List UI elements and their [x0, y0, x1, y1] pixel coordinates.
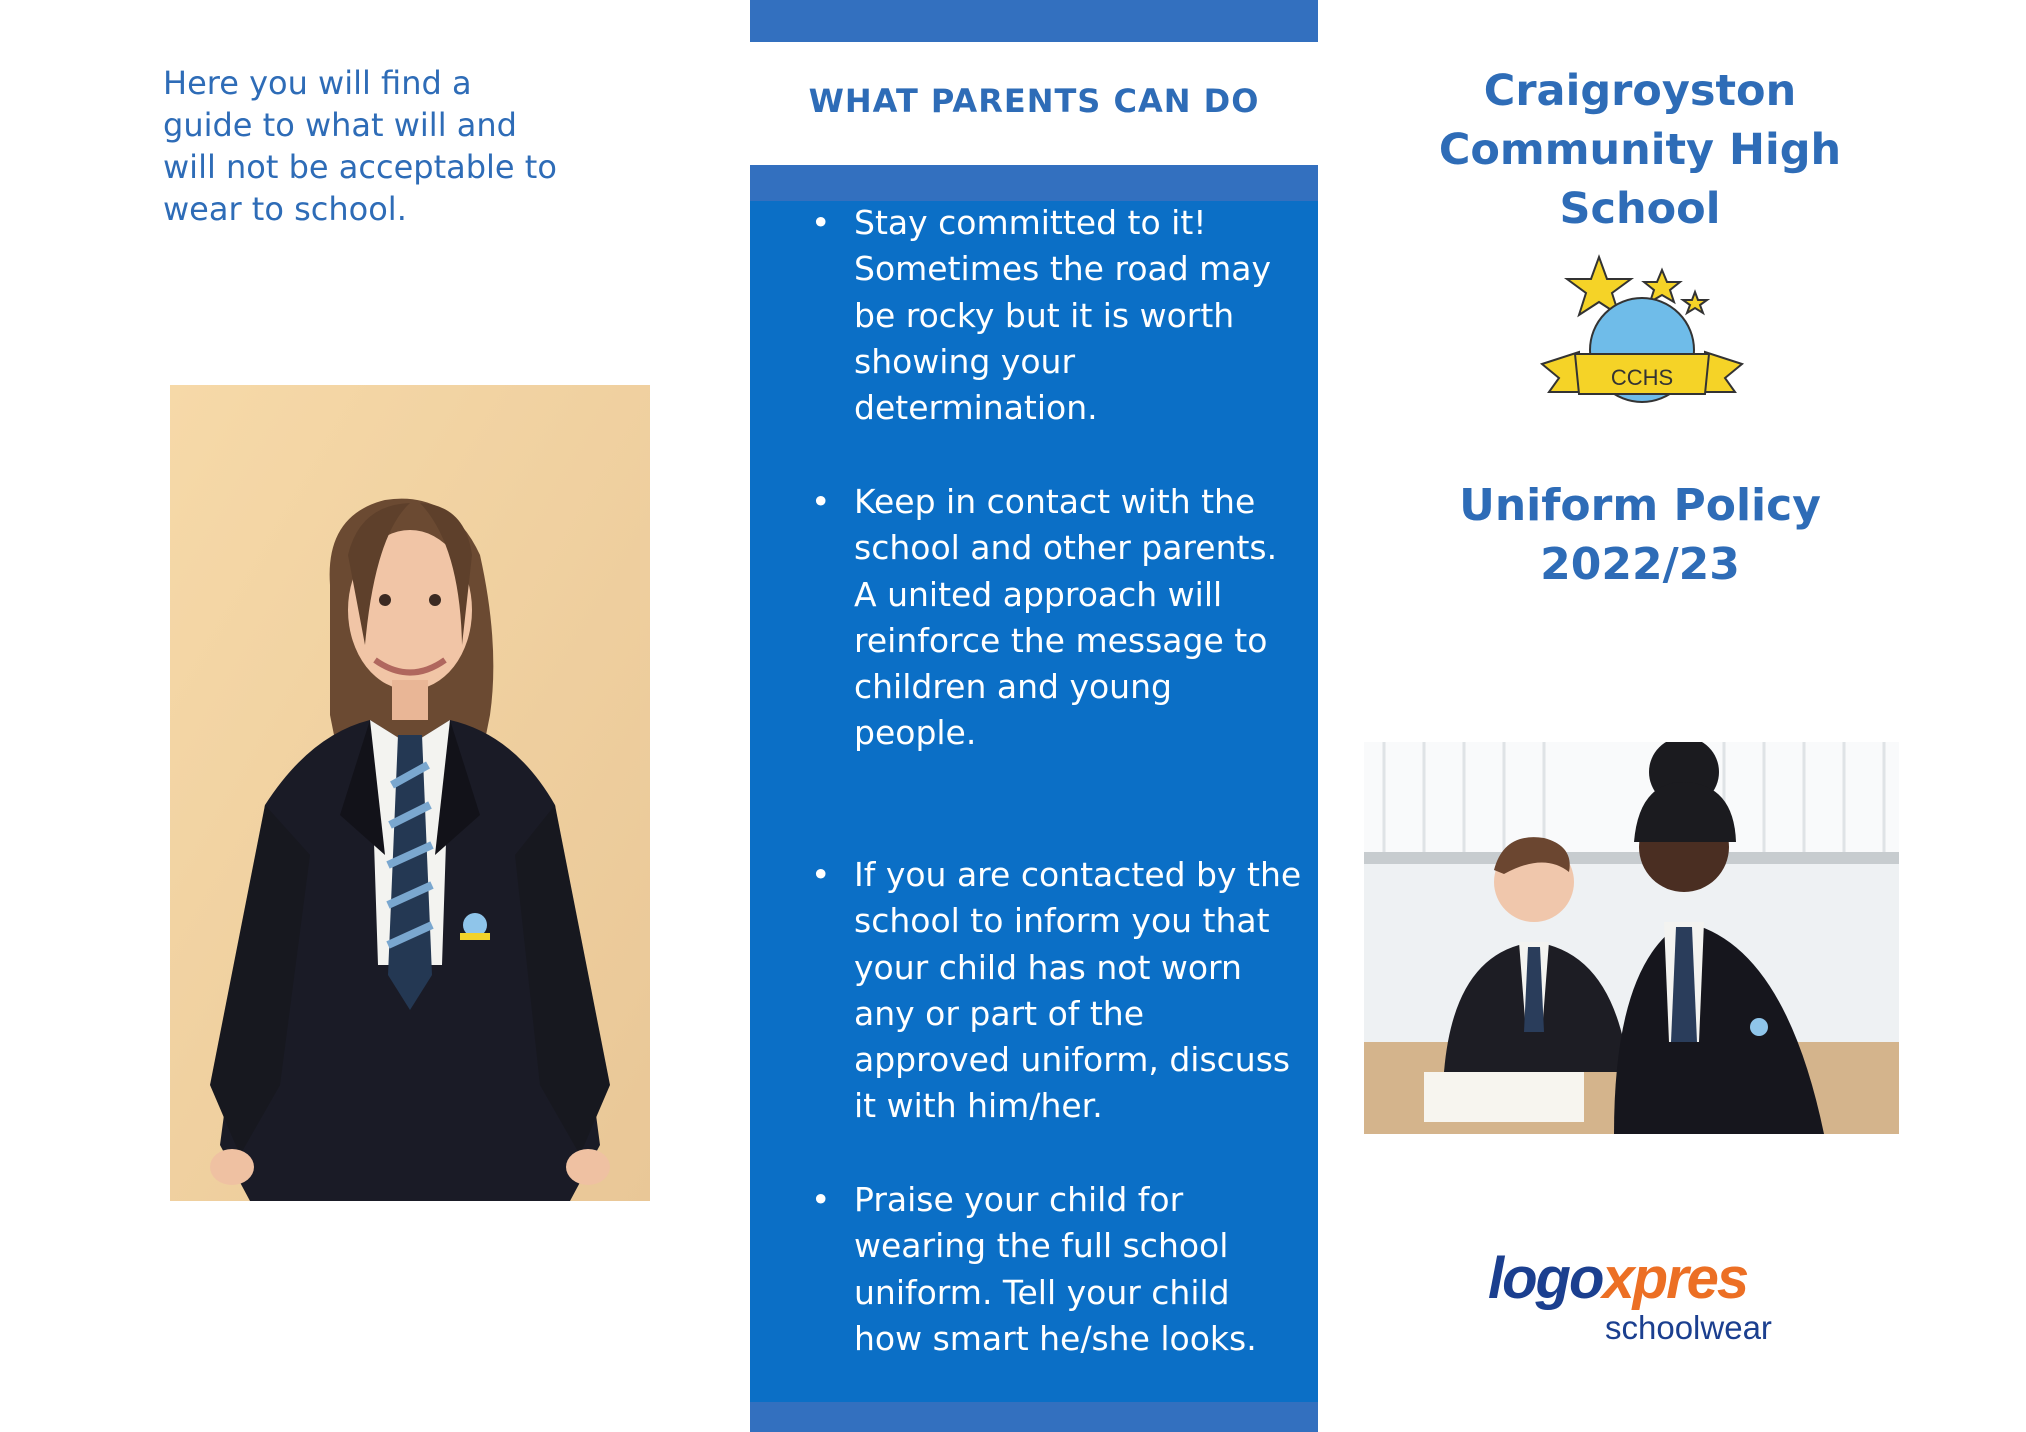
uniform-policy-title	[1380, 476, 1900, 594]
brand-wordmark	[1488, 1246, 1747, 1312]
tip-text: If you are contacted by the school to inform you that your child has not worn any or part of the approved uniform, discuss it with him/her.	[854, 855, 1302, 1126]
students-studying-photo	[1364, 742, 1899, 1134]
school-crest-logo	[1537, 252, 1747, 412]
bullet-icon: •	[811, 482, 831, 521]
bullet-icon: •	[811, 203, 831, 242]
tip-text: Stay committed to it! Sometimes the road may be rocky but it is worth showing your determination.	[854, 203, 1272, 428]
student-in-uniform-photo	[170, 385, 650, 1201]
brand-xpres-part: xpres	[1602, 1246, 1748, 1311]
logoxpres-schoolwear-logo	[1480, 1246, 1780, 1351]
policy-title-line: Uniform Policy	[1459, 480, 1821, 531]
list-item	[803, 1177, 1303, 1362]
bullet-icon: •	[811, 855, 831, 894]
brand-logo-part: logo	[1488, 1246, 1603, 1311]
policy-year: 2022/23	[1540, 539, 1740, 590]
list-item	[803, 852, 1303, 1130]
intro-text: Here you will find a guide to what will and will not be acceptable to wear to school.	[163, 64, 557, 228]
bottom-band	[750, 1402, 1318, 1432]
what-parents-can-do-heading: WHAT PARENTS CAN DO	[808, 82, 1260, 120]
top-band	[750, 0, 1318, 42]
crest-text: CCHS	[1610, 365, 1674, 390]
brand-subtitle: schoolwear	[1605, 1309, 1772, 1346]
list-item	[803, 479, 1303, 757]
bullet-icon: •	[811, 1180, 831, 1219]
tip-text: Praise your child for wearing the full school uniform. Tell your child how smart he/she looks.	[854, 1180, 1257, 1358]
list-item	[803, 200, 1303, 431]
tip-text: Keep in contact with the school and other parents. A united approach will reinforce the message to children and young people.	[854, 482, 1278, 753]
heading-band	[750, 165, 1318, 201]
school-name: Craigroyston Community High School	[1438, 66, 1842, 234]
